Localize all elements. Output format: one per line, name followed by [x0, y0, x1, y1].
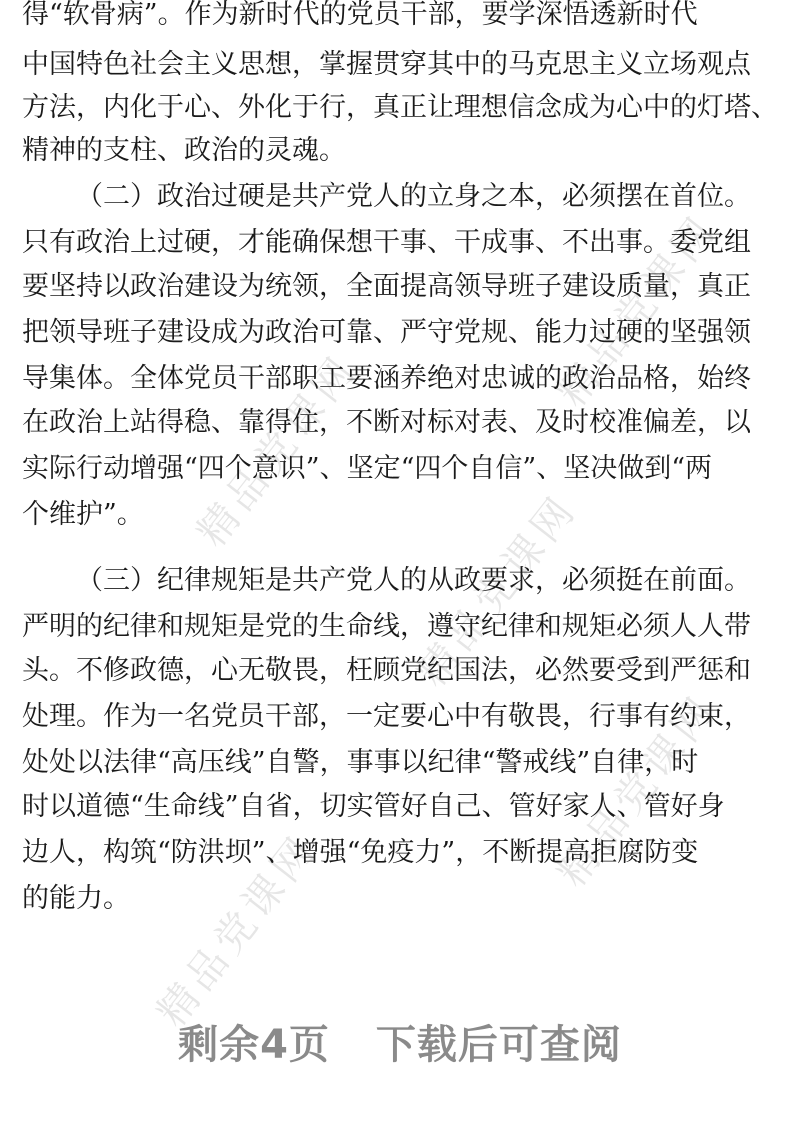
paragraph-2-line: 导集体。全体党员干部职工要涵养绝对忠诚的政治品格，始终 [22, 363, 751, 394]
paragraph-2-line: 把领导班子建设成为政治可靠、严守党规、能力过硬的坚强领 [22, 317, 751, 348]
paragraph-2-line: 只有政治上过硬，才能确保想干事、干成事、不出事。委党组 [22, 227, 751, 258]
paragraph-3-line: （三）纪律规矩是共产党人的从政要求，必须挺在前面。 [76, 565, 751, 596]
download-to-view-text: 下载后可查阅 [375, 1022, 622, 1068]
paragraph-1-line: 得“软骨病”。作为新时代的党员干部，要学深悟透新时代 [22, 0, 698, 30]
remaining-pages-text: 剩余4页 [178, 1022, 330, 1068]
paragraph-1-line: 中国特色社会主义思想，掌握贯穿其中的马克思主义立场观点 [22, 49, 751, 80]
watermark: 精品党课网 [188, 345, 367, 556]
paragraph-2-line: 要坚持以政治建设为统领，全面提高领导班子建设质量，真正 [22, 271, 751, 302]
paragraph-3-line: 边人，构筑“防洪坝”、增强“免疫力”，不断提高拒腐防变 [22, 837, 699, 868]
paragraph-3-line: 头。不修政德，心无敬畏，枉顾党纪国法，必然要受到严惩和 [22, 655, 751, 686]
paragraph-2-line: 个维护”。 [22, 499, 144, 530]
watermark: 精品党课网 [548, 205, 727, 416]
paragraph-2-line: 实际行动增强“四个意识”、坚定“四个自信”、坚决做到“两 [22, 453, 713, 484]
paragraph-2-line: （二）政治过硬是共产党人的立身之本，必须摆在首位。 [76, 181, 751, 212]
paragraph-3-line: 的能力。 [22, 883, 130, 914]
download-prompt-banner[interactable] [0, 1010, 800, 1080]
watermark: 精品党课网 [148, 825, 327, 1036]
paragraph-1-line: 精神的支柱、政治的灵魂。 [22, 135, 346, 166]
paragraph-3-line: 时以道德“生命线”自省，切实管好自己、管好家人、管好身 [22, 791, 725, 822]
watermark: 精品党课网 [408, 485, 587, 696]
paragraph-3-line: 严明的纪律和规矩是党的生命线，遵守纪律和规矩必须人人带 [22, 611, 751, 642]
paragraph-3-line: 处处以法律“高压线”自警，事事以纪律“警戒线”自律，时 [22, 747, 699, 778]
watermark: 精品党课网 [548, 685, 727, 896]
paragraph-1-line: 方法，内化于心、外化于行，真正让理想信念成为心中的灯塔、 [22, 92, 778, 123]
paragraph-2-line: 在政治上站得稳、靠得住，不断对标对表、及时校准偏差，以 [22, 407, 751, 438]
paragraph-3-line: 处理。作为一名党员干部，一定要心中有敬畏，行事有约束， [22, 701, 751, 732]
